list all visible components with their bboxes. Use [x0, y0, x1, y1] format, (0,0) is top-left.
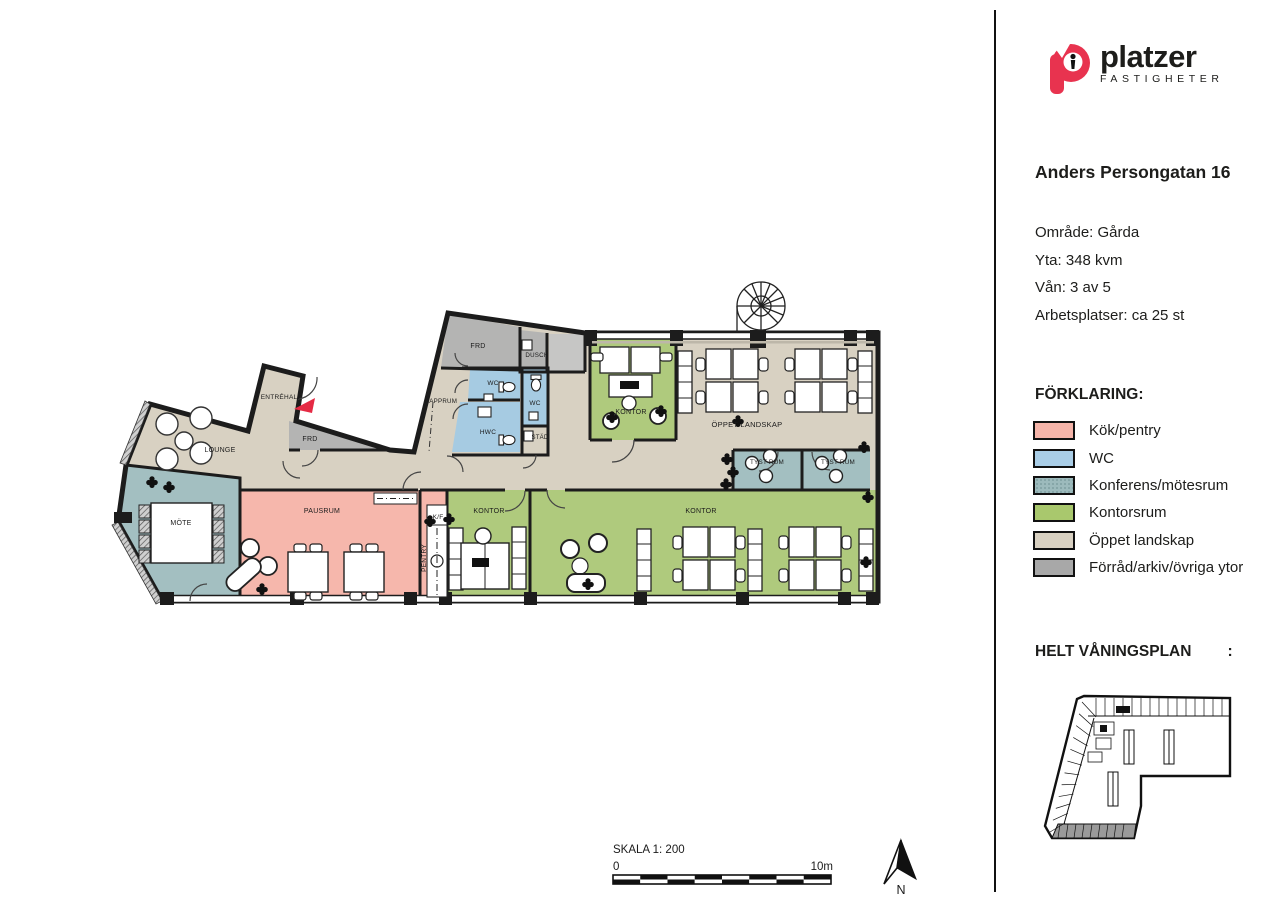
label-kontor-1: KONTOR [473, 508, 505, 515]
legend-swatch-konferens [1033, 476, 1075, 495]
legend-swatch-wc [1033, 449, 1075, 468]
legend-swatch-forrad [1033, 558, 1075, 577]
label-oppet-landskap: ÖPPET LANDSKAP [711, 420, 783, 429]
legend-swatch-oppet-landskap [1033, 531, 1075, 550]
label-dusch: DUSCH [525, 352, 549, 359]
label-kapprum: KAPPRUM [424, 398, 458, 405]
sidebar-divider [994, 10, 996, 892]
info-area: Område: Gårda [1035, 224, 1140, 241]
platzer-p-icon [1046, 42, 1092, 96]
scale-bar [613, 875, 831, 884]
label-lounge: LOUNGE [204, 447, 236, 454]
overview-miniplan [1038, 686, 1238, 854]
label-wc-2: WC [529, 400, 541, 407]
info-size: Yta: 348 kvm [1035, 251, 1123, 269]
label-scale-zero: 0 [613, 861, 620, 873]
legend-label: Förråd/arkiv/övriga ytor [1089, 559, 1244, 577]
platzer-logo [1046, 39, 1224, 96]
overview-heading [1035, 643, 1233, 661]
room-ovrig-yta [549, 334, 585, 372]
legend-label: Öppet landskap [1089, 531, 1195, 549]
label-mote: MÖTE [170, 520, 192, 527]
label-entrehall: ENTRÉHALL [260, 394, 302, 401]
legend-swatch-kok-pentry [1033, 421, 1075, 440]
label-kontor-2: KONTOR [685, 508, 717, 515]
label-north-n: N [896, 883, 906, 897]
label-tystrum-1: TYST RUM [749, 459, 785, 466]
label-frd-top: FRD [470, 343, 486, 350]
label-pausrum: PAUSRUM [303, 508, 341, 515]
spiral-staircase [737, 282, 785, 332]
legend-item-forrad [1033, 554, 1243, 581]
label-tystrum-2: TYST RUM [820, 459, 856, 466]
north-arrow [884, 840, 916, 884]
room-pausrum [240, 490, 420, 601]
property-info [1035, 219, 1184, 329]
info-workplaces: Arbetsplatser: ca 25 st [1035, 306, 1185, 324]
label-pentry: PENTRY [421, 544, 428, 572]
property-title: Anders Persongatan 16 [1035, 162, 1231, 182]
label-stad: STÄD [531, 435, 549, 441]
label-skala: SKALA 1: 200 [613, 844, 685, 856]
label-kf: K/F [432, 514, 444, 521]
overview-heading-colon: : [1227, 643, 1233, 660]
legend-item-wc [1033, 444, 1243, 471]
room-dusch [520, 330, 547, 372]
legend-item-konferens [1033, 472, 1243, 499]
info-floor: Vån: 3 av 5 [1035, 279, 1111, 296]
label-frd-entre: FRD [302, 436, 318, 443]
legend-item-kontorsrum [1033, 499, 1243, 526]
legend-item-oppet-landskap [1033, 527, 1243, 554]
legend-heading: FÖRKLARING: [1035, 386, 1144, 403]
overview-heading-text: HELT VÅNINGSPLAN [1035, 643, 1192, 660]
label-scale-10m: 10m [810, 861, 833, 873]
brand-subtitle: FASTIGHETER [1100, 73, 1224, 85]
legend-label: Kontorsrum [1089, 504, 1167, 522]
legend-label: Kök/pentry [1089, 422, 1161, 440]
legend-label: WC [1089, 449, 1114, 467]
legend [1033, 417, 1243, 581]
legend-label: Konferens/mötesrum [1089, 476, 1229, 494]
legend-item-kok-pentry [1033, 417, 1243, 444]
label-hwc: HWC [479, 429, 497, 436]
label-wc-1: WC [487, 380, 499, 387]
label-kontor-top: KONTOR [615, 409, 647, 416]
brand-name: platzer [1100, 39, 1197, 74]
legend-swatch-kontorsrum [1033, 503, 1075, 522]
